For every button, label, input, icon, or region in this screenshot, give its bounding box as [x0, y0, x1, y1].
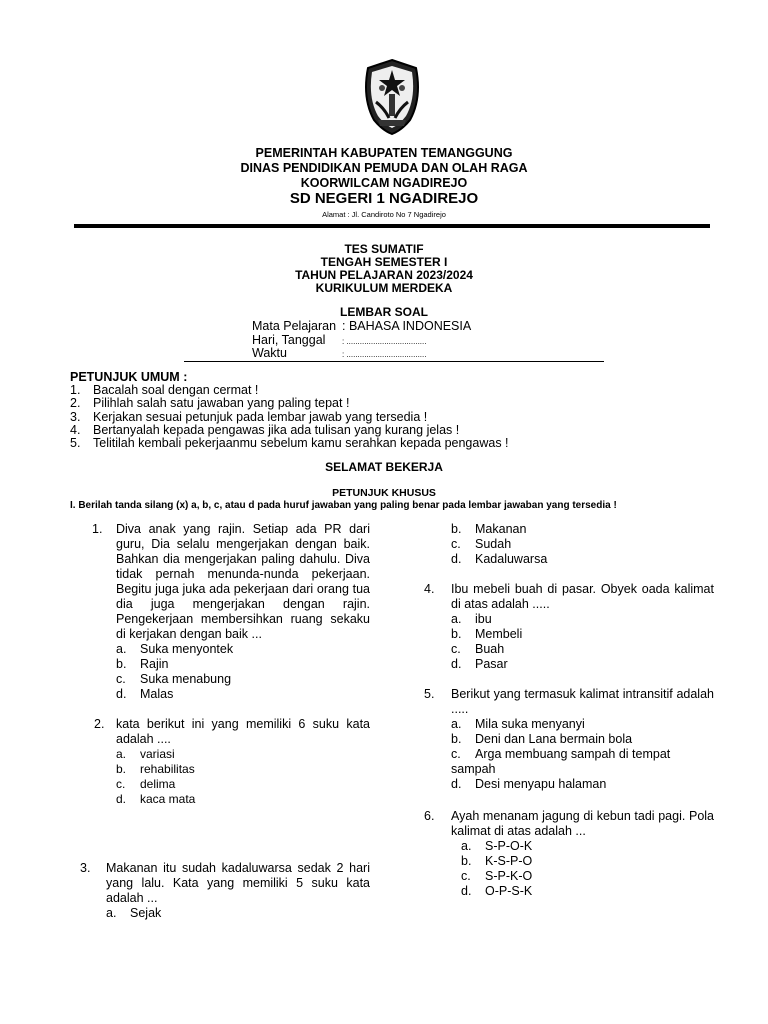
- option[interactable]: d. Desi menyapu halaman: [451, 777, 607, 791]
- question-text: kata berikut ini yang memiliki 6 suku kata adalah ....: [116, 717, 370, 746]
- meta-divider: [184, 361, 604, 362]
- question-6: [424, 809, 714, 899]
- school-name: SD NEGERI 1 NGADIREJO: [289, 190, 479, 207]
- subject-value: : BAHASA INDONESIA: [342, 319, 472, 333]
- option[interactable]: b. Deni dan Lana bermain bola: [451, 732, 633, 746]
- meta-time: [252, 346, 426, 360]
- option[interactable]: c. Arga membuang sampah di tempat sampah: [451, 747, 671, 776]
- option[interactable]: c. Sudah: [451, 537, 512, 551]
- question-1: [92, 522, 370, 702]
- sheet-title: LEMBAR SOAL: [340, 305, 428, 319]
- option[interactable]: a. Sejak: [106, 906, 162, 920]
- question-number: 5.: [424, 687, 435, 701]
- exam-semester: TENGAH SEMESTER I: [320, 255, 448, 269]
- option[interactable]: b. Makanan: [451, 522, 527, 536]
- option[interactable]: d. O-P-S-K: [461, 884, 533, 898]
- exam-year: TAHUN PELAJARAN 2023/2024: [295, 268, 473, 282]
- option[interactable]: d. kaca mata: [116, 792, 196, 806]
- question-number: 6.: [424, 809, 435, 823]
- meta-date: [252, 333, 426, 347]
- question-text: Ibu mebeli buah di pasar. Obyek oada kalimat di atas adalah .....: [451, 582, 714, 611]
- question-5: [424, 687, 714, 792]
- question-2: [94, 717, 370, 807]
- question-number: 4.: [424, 582, 435, 596]
- option[interactable]: a. variasi: [116, 747, 175, 761]
- list-item: 3. Kerjakan sesuai petunjuk pada lembar jawab yang tersedia !: [70, 409, 428, 424]
- question-text: Ayah menanam jagung di kebun tadi pagi. Pola kalimat di atas adalah ...: [451, 809, 714, 838]
- date-value: : ....................................: [342, 337, 427, 346]
- general-instructions-title: PETUNJUK UMUM :: [70, 370, 188, 384]
- list-item: 5. Telitilah kembali pekerjaanmu sebelum kamu serahkan kepada pengawas !: [70, 436, 509, 451]
- option[interactable]: b. Rajin: [116, 657, 169, 671]
- option[interactable]: c. Buah: [451, 642, 505, 656]
- exam-title: TES SUMATIF: [344, 242, 424, 256]
- option[interactable]: a. Suka menyontek: [116, 642, 234, 656]
- list-item: 4. Bertanyalah kepada pengawas jika ada tulisan yang kurang jelas !: [70, 422, 460, 437]
- date-label: Hari, Tanggal: [252, 333, 326, 347]
- header-government: PEMERINTAH KABUPATEN TEMANGGUNG: [255, 146, 513, 160]
- question-3-continued: [451, 522, 714, 567]
- header-department: DINAS PENDIDIKAN PEMUDA DAN OLAH RAGA: [240, 161, 528, 175]
- list-item: 2. Pilihlah salah satu jawaban yang paling tepat !: [70, 396, 350, 411]
- option[interactable]: d. Kadaluwarsa: [451, 552, 548, 566]
- option[interactable]: c. delima: [116, 777, 176, 791]
- option[interactable]: b. K-S-P-O: [461, 854, 533, 868]
- option[interactable]: c. S-P-K-O: [461, 869, 533, 883]
- question-text: Diva anak yang rajin. Setiap ada PR dari guru, Dia selalu mengerjakan dengan baik. Bahkan dia mengerjakan paling dahulu. Diva tidak pernah menunda-nunda pekerjaan. Begitu juga juka ada pekerjaan dari orang tua dia juga mengerjakan dengan rajin. Pengekerjaan membersihkan ruang sekaku di kerjakan dengan baik ...: [116, 522, 370, 641]
- option[interactable]: d. Pasar: [451, 657, 508, 671]
- regency-emblem-logo: [360, 58, 424, 136]
- header-divider: [74, 224, 710, 228]
- option[interactable]: a. ibu: [451, 612, 492, 626]
- meta-subject: [252, 319, 471, 333]
- option[interactable]: b. rehabilitas: [116, 762, 195, 776]
- special-instruction-text: I. Berilah tanda silang (x) a, b, c, atau d pada huruf jawaban yang paling benar pada lembar jawaban yang tersedia !: [70, 500, 617, 511]
- time-value: : ....................................: [342, 350, 427, 359]
- question-text: Makanan itu sudah kadaluwarsa sedak 2 hari yang lalu. Kata yang memiliki 5 suku kata adalah ...: [106, 861, 370, 905]
- question-number: 3.: [80, 861, 91, 875]
- subject-label: Mata Pelajaran: [252, 319, 337, 333]
- option[interactable]: c. Suka menabung: [116, 672, 232, 686]
- question-number: 1.: [92, 522, 103, 536]
- list-item: 1. Bacalah soal dengan cermat !: [70, 383, 259, 397]
- exam-curriculum: KURIKULUM MERDEKA: [315, 281, 453, 295]
- time-label: Waktu: [252, 346, 287, 360]
- special-instructions-title: PETUNJUK KHUSUS: [332, 487, 436, 499]
- option[interactable]: a. Mila suka menyanyi: [451, 717, 585, 731]
- option[interactable]: a. S-P-O-K: [461, 839, 533, 853]
- option[interactable]: d. Malas: [116, 687, 174, 701]
- greeting: SELAMAT BEKERJA: [325, 460, 443, 474]
- question-3: [80, 861, 370, 921]
- question-4: [424, 582, 714, 672]
- general-instructions-list: [70, 384, 509, 450]
- option[interactable]: b. Membeli: [451, 627, 523, 641]
- question-number: 2.: [94, 717, 105, 731]
- school-address: Alamat : Jl. Candiroto No 7 Ngadirejo: [322, 210, 446, 219]
- header-district: KOORWILCAM NGADIREJO: [300, 176, 468, 190]
- question-text: Berikut yang termasuk kalimat intransitif adalah .....: [451, 687, 714, 716]
